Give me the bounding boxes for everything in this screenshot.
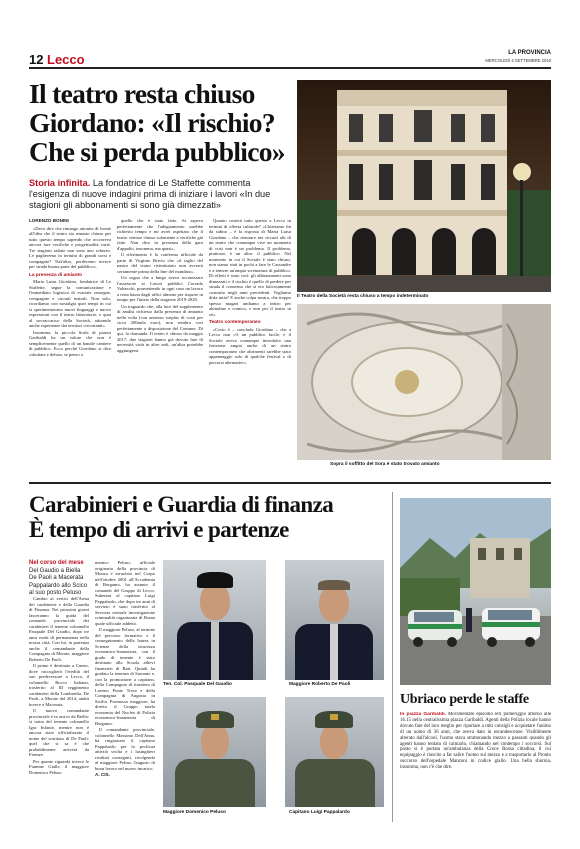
article2-c2p1: menico Peluso, ufficiale originario della provincia di Monza e arruolato nel Corpo nell'ottobre 2001 all'Accademia di Bergamo, ha assunto il comando del Gruppo di Lecco. Subentra al capitano Luigi Pappalardo, che dopo tre anni di servizio è stato trasferito al Servizio centrale investigazione criminalità organizzata di Roma quale ufficiale addetto. bbox=[95, 560, 155, 626]
article1-title-line1: Il teatro resta chiuso bbox=[29, 78, 255, 109]
article2-title-line1: Carabinieri e Guardia di finanza bbox=[29, 492, 334, 517]
article1-c3p2: «Certo è – conclude Giordano – che a Lecco non c'è un pubblico facile, e il Sociale aveva comunque introdotto una fruizione ampia anche di un teatro contemporaneo che altrimenti sarebbe stato appannaggio solo di qualche festival o di percorsi alternativi». bbox=[209, 326, 291, 365]
portrait-de-paoli bbox=[285, 560, 384, 680]
article1-title-line3: Che si perda pubblico» bbox=[29, 136, 285, 167]
caption-pappalardo: Capitano Luigi Pappalardo bbox=[289, 810, 350, 815]
article1-byline: LORENZO BONINI bbox=[29, 218, 69, 223]
article2-side-heading: Nel corso del mese bbox=[29, 560, 84, 566]
article2-c2p3: Il comandante provinciale, colonnello Massimo Dell'Anna, ha ringraziato il capitano Pappalardo per la proficua attività svolta e i lusinghieri risultati conseguiti, rivolgendo al maggiore Peluso l'augurio di buon lavoro nel nuovo incarico. bbox=[95, 727, 155, 771]
article1-col1 bbox=[29, 218, 111, 460]
page-number: 12 bbox=[29, 52, 44, 67]
face-peluso bbox=[201, 723, 229, 759]
shirt-del-gaudio bbox=[211, 622, 219, 680]
article1-c2p1: quello che è stato fatto. Si sapeva perfettamente che l'adeguamento sarebbe richiesto tempo e mi avrei aspettato che il teatro venisse chiuso solamente a verifiche già fatte. Non dico in presenza della gara d'appalto, insomma, ma quasi». bbox=[117, 218, 203, 251]
article1-c2p3: Un sogno che a lungo aveva accarezzato l'assessore ai Lavori pubblici Corrado Valsecchi, promettendo in ogni caso un lavoro a testa bassa dagli uffici almeno per riaprire in tempo per l'inizio della stagione 2019-2020. bbox=[117, 275, 203, 302]
theatre-facade-photo bbox=[297, 80, 551, 292]
theatre-facade-drawing bbox=[297, 80, 551, 292]
article1-c1p1: «Devo dire che rimango attonita di fronte all'idea che il teatro sia rimasto chiuso per tutto questo tempo sapendo che occorreva ancora fare verifiche e progettualità varie. Tre stagioni saltate non sono uno scherzo. Le pagheremo in termini di grandi sorsi e compagnie? Tutt'altro, perderemo invece per strada buona parte del pubblico». bbox=[29, 225, 111, 269]
article2-side-line2: De Paoli a Macerata bbox=[29, 575, 84, 581]
caption-del-gaudio: Ten. Col. Pasquale Del Gaudio bbox=[163, 682, 232, 687]
article1-c3-subhead: Teatro contemporaneo bbox=[209, 320, 261, 325]
article1-col3 bbox=[209, 218, 291, 460]
caption-theatre: Il Teatro della Società resta chiuso a tempo indeterminato bbox=[297, 294, 429, 299]
article2-c1p1: Cambio ai vertici dell'Arma dei carabinieri e della Guardia di Finanza. Nei prossimi giorni lasceranno la guida del comando provinciale dei carabinieri il tenente colonnello Pasquale Del Gaudio, dopo tre anni esatti di permanenza nella nostra città. Con lui, in partenza anche il comandante della Compagnia di Merate, maggiore Roberto De Paoli. bbox=[29, 596, 89, 662]
article2-signature: A. CIS. bbox=[95, 772, 110, 777]
caption-peluso: Maggiore Domenico Peluso bbox=[163, 810, 226, 815]
hair-de-paoli bbox=[318, 580, 350, 590]
article1-c2p4: Un traguardo che, alla luce del supplemento di analisi richiesto dalla presenza di amianto nella volta (con annesso surplus di costi per circa 200mila euro), non sembra così perfettamente a disposizione del Comune. Di qui, la domanda. Il teatro è chiuso da maggio 2017: due stagioni hanno già dovuto fare di necessità virtù in altre sedi, un'altra potrebbe aggiungersi. bbox=[117, 303, 203, 353]
portrait-pappalardo bbox=[285, 697, 384, 807]
article1-c3p1: Quanto costerà tutto questo a Lecco in termini di offerta culturale? «Chiariamo fin da subito – è la risposta di Maria Luisa Giordano – che rientrare nei circuiti alti di un teatro che comunque vive un momento di crisi non è un problema. Il problema, piuttosto, è un altro: il pubblico. Nel momento in cui il Sociale è stato chiuso, non siamo stati in pochi a fare le Cassandre e a temere un'ampia scrematura di pubblico. Di effetti è stato così: gli abbonamenti sono dimezzati e il rischio è quello di perdere per strada il consenso che si era faticosamente costruito negli anni precedenti. Vogliamo dirla tutta? E anche colpa nostra, che troppo spesso magari andiamo a teatro per abitudine e comico, e non per il teatro in sé». bbox=[209, 218, 291, 317]
article1-title-line2: Giordano: «Il rischio? bbox=[29, 107, 275, 138]
article1-title bbox=[29, 79, 291, 166]
ceiling-drawing bbox=[297, 304, 551, 460]
square-police-photo bbox=[400, 498, 551, 685]
hat-badge-pappalardo bbox=[330, 714, 338, 720]
article1-kicker: Storia infinita. bbox=[29, 178, 91, 188]
vertical-divider bbox=[392, 492, 393, 822]
ceiling-photo bbox=[297, 304, 551, 460]
article3-paragraph bbox=[400, 712, 551, 771]
hat-del-gaudio bbox=[197, 572, 233, 588]
article2-col2 bbox=[95, 560, 155, 822]
article2-side-line1: Del Gaudio a Biella bbox=[29, 567, 81, 574]
article1-c2p2: Il riferimento è la conferma ufficiale da parte di Virginio Brivio che «il taglio del nastro del teatro ristrutturato non avverrà certamente prima della fine del mandato». bbox=[117, 252, 203, 274]
article2-side-line3: Pappalardo allo Scico bbox=[29, 582, 88, 589]
article3-kicker: In piazza Garibaldi. bbox=[400, 712, 446, 717]
uniform-peluso bbox=[175, 759, 255, 807]
face-pappalardo bbox=[320, 723, 348, 759]
portrait-peluso bbox=[163, 697, 266, 807]
header-rule bbox=[29, 67, 551, 69]
article1-standfirst bbox=[29, 178, 291, 211]
article2-side-line4: al suo posto Peluso bbox=[29, 590, 82, 596]
article2-sidebar bbox=[29, 560, 89, 598]
article2-title-line2: È tempo di arrivi e partenze bbox=[29, 517, 289, 542]
article1-c1p3: Insomma, la piccola Scala di piazza Garibaldi ha un valore che non è semplicemente quello di un banale cantiere di pubblico. Ecco perché Giordano si dice «sbottata e delusa, se penso a bbox=[29, 329, 111, 357]
article2-title bbox=[29, 492, 384, 542]
uniform-pappalardo bbox=[295, 759, 375, 807]
paper-name: LA PROVINCIA bbox=[508, 50, 551, 56]
shirt-de-paoli bbox=[330, 624, 338, 680]
caption-de-paoli: Maggiore Roberto De Paoli bbox=[289, 682, 351, 687]
hat-badge-peluso bbox=[211, 714, 219, 720]
article2-c1p4: Per quanto riguarda invece le Fiamme Gialle, il maggiore Domenico Peluso bbox=[29, 758, 89, 775]
article1-c1-subhead: La presenza di amianto bbox=[29, 272, 83, 278]
article2-col1 bbox=[29, 596, 89, 822]
square-drawing bbox=[400, 498, 551, 685]
article1-c1p2: Maria Luisa Giordano, fondatrice di Le Staffette, segue la comunicazione e l'immediato logistica di svariate rassegne, compagnie e circuiti teatrali. Non solo, ricordiamo con nostalgia quei tempi in cui si sperimentavano nuovi linguaggi e nuove espressioni con il teatro laboratorio, e quai al sovraccarico della Società, attirando anche esperienze dai territori circostanti». bbox=[29, 279, 111, 328]
article2-c1p2: Il primo è destinato a Cuneo, dove raccoglierà l'eredità del suo predecessore a Lecco, il colonnello Rocco Italiano, trasferito al III reggimento carabinieri della Lombardia. De Paoli, a Merate dal 2014, andrà invece a Macerata. bbox=[29, 663, 89, 707]
article2-c2p2: Il maggiore Peluso, al termine del percorso formativo e il conseguimento della laurea in Scienze della sicurezza economico-finanziaria, con il grado di tenente è stato destinato alla Scuola allievi finanzieri di Bari. Quindi ha guidato la tenenza di Saronno e, con la promozione a capitano, della Compagnia di frontiera di Laveno Ponte Tresa e della Compagnia di Augusta in Sicilia. Promosso maggiore, ha diretto il Gruppo tutela economia del Nucleo di Polizia economico-finanziaria di Bergamo. bbox=[95, 627, 155, 726]
caption-ceiling: Sopra il soffitto del Sora è stato trovato amianto bbox=[330, 462, 440, 467]
article2-c1p3: Il nuovo comandante provinciale è in arrivo da Biella: si tratta del tenente colonnello Igor Infante, mentre non è ancora stato ufficializzato il nome del sostituto di De Paoli: quel che si sa è che probabilmente arriverà da Firenze. bbox=[29, 708, 89, 757]
article1-col2 bbox=[117, 218, 203, 460]
article3-title: Ubriaco perde le staffe bbox=[400, 692, 529, 707]
section-name: Lecco bbox=[47, 52, 85, 67]
separator-rule bbox=[29, 482, 551, 484]
article3-text: Movimentato episodio ieri pomeriggio attorno alle 16.15 nella centralissima piazza Garibaldi. Agenti della Polizia locale hanno dovuto fare del loro meglio per riportare a miti consigli e acquietare l'animo di un uomo di 36 anni, che aveva dato in escandescenze. Visibilmente alterato dall'alcool, l'uomo stava strattonando mezzo a passanti quando gli agenti hanno tentato di calmarlo, chiamando nel contempo i soccorsi. Sul posto si è portata un'ambulanza della Croce Rossa cittadina, il cui equipaggio è riuscito a far salire l'uomo sul mezzo e a trasportarlo al Pronto soccorso dell'ospedale Manzoni in codice giallo. Una bella sbornia, insomma, non c'è che dire. bbox=[400, 712, 551, 771]
article1-standfirst-text: La fondatrice di Le Staffette commenta l'esigenza di nuove indagini prima di iniziare i lavori «In due stagioni gli abbonamenti si sono già dimezzati» bbox=[29, 178, 271, 210]
paper-date: MERCOLEDÌ 4 SETTEMBRE 2019 bbox=[485, 58, 551, 63]
portrait-del-gaudio bbox=[163, 560, 266, 680]
article3-body bbox=[400, 712, 551, 822]
